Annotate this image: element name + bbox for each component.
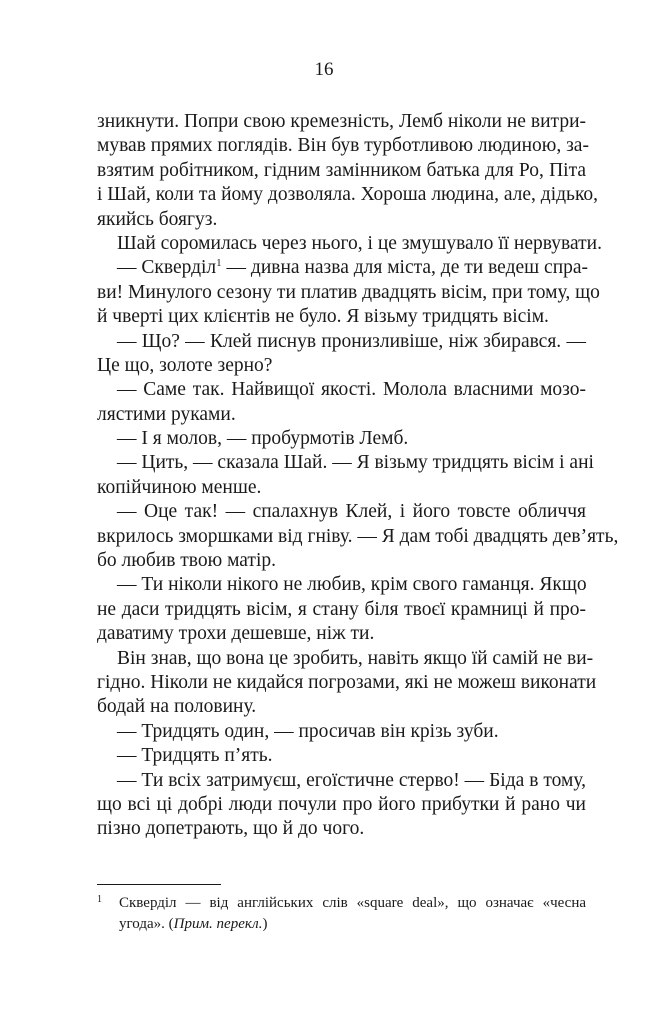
text-line: — Що? — Клей писнув пронизливіше, ніж збирався. — xyxy=(117,330,586,352)
footnote-note-italic: Прим. перекл. xyxy=(173,916,263,932)
text-line: не даси тридцять вісім, я стану біля твоєї крамниці й про- xyxy=(97,598,586,620)
text-line: — Цить, — сказала Шай. — Я візьму тридцять вісім і ані xyxy=(117,452,594,474)
footnote-divider xyxy=(97,884,221,885)
text-line: — І я молов, — пробурмотів Лемб. xyxy=(117,428,409,450)
text-line: що всі ці добрі люди почули про його прибутки й рано чи xyxy=(97,793,586,815)
text-line: гідно. Ніколи не кидайся погрозами, які не можеш виконати xyxy=(97,671,597,693)
body-text xyxy=(97,110,619,842)
text-line: — Ти ніколи нікого не любив, крім свого гаманця. Якщо xyxy=(117,574,587,596)
text-segment: — дивна назва для міста, де ти ведеш спра- xyxy=(221,257,589,279)
text-line: бо любив твою матір. xyxy=(97,550,276,572)
footnote-text: ) xyxy=(262,916,268,932)
text-line: якийсь боягуз. xyxy=(97,208,218,230)
text-line: — Оце так! — спалахнув Клей, і його товсте обличчя xyxy=(117,501,586,523)
text-line: і Шай, коли та йому дозволяла. Хороша людина, але, дідько, xyxy=(97,184,599,206)
text-line: пізно допетрають, що й до чого. xyxy=(97,818,365,840)
text-segment: — Скверділ xyxy=(117,257,217,279)
footnote-marker: 1 xyxy=(97,894,102,905)
text-line: лястими руками. xyxy=(97,403,236,425)
text-line: — Ти всіх затримуєш, егоїстичне стерво! — Біда в тому, xyxy=(117,769,586,791)
text-line: Він знав, що вона це зробить, навіть якщо їй самій не ви- xyxy=(117,647,594,669)
text-line: Шай соромилась через нього, і це змушувало її нервувати. xyxy=(117,232,602,254)
text-line: копійчиною менше. xyxy=(97,476,262,498)
text-line: даватиму трохи дешевше, ніж ти. xyxy=(97,623,375,645)
text-line: ви! Минулого сезону ти платив двадцять вісім, при тому, що xyxy=(97,281,600,303)
text-line: — Тридцять п’ять. xyxy=(117,745,273,767)
footnote-line: Скверділ — від англійських слів «square deal», що означає «чесна xyxy=(119,895,586,911)
text-line: вкрилось зморшками від гніву. — Я дам тобі двадцять дев’ять, xyxy=(97,525,619,547)
text-line: зникнути. Попри свою кремезність, Лемб ніколи не витри- xyxy=(97,111,586,132)
footnote-reference: 1 xyxy=(216,257,222,270)
text-line: Це що, золоте зерно? xyxy=(97,354,273,376)
text-line: й чверті цих клієнтів не було. Я візьму тридцять вісім. xyxy=(97,306,549,328)
text-line: мував прямих поглядів. Він був турботливою людиною, за- xyxy=(97,135,589,157)
text-line: взятим робітником, гідним замінником батька для Ро, Піта xyxy=(97,159,586,181)
page-number: 16 xyxy=(314,59,334,80)
footnote-text: угода». ( xyxy=(119,916,174,932)
footnote xyxy=(97,893,586,935)
text-line-with-footnote-ref xyxy=(97,256,589,280)
text-line: бодай на половину. xyxy=(97,696,257,718)
footnote-line xyxy=(97,914,586,935)
text-line: — Тридцять один, — просичав він крізь зуби. xyxy=(117,720,499,742)
text-line: — Саме так. Найвищої якості. Молола власними мозо- xyxy=(117,379,586,401)
